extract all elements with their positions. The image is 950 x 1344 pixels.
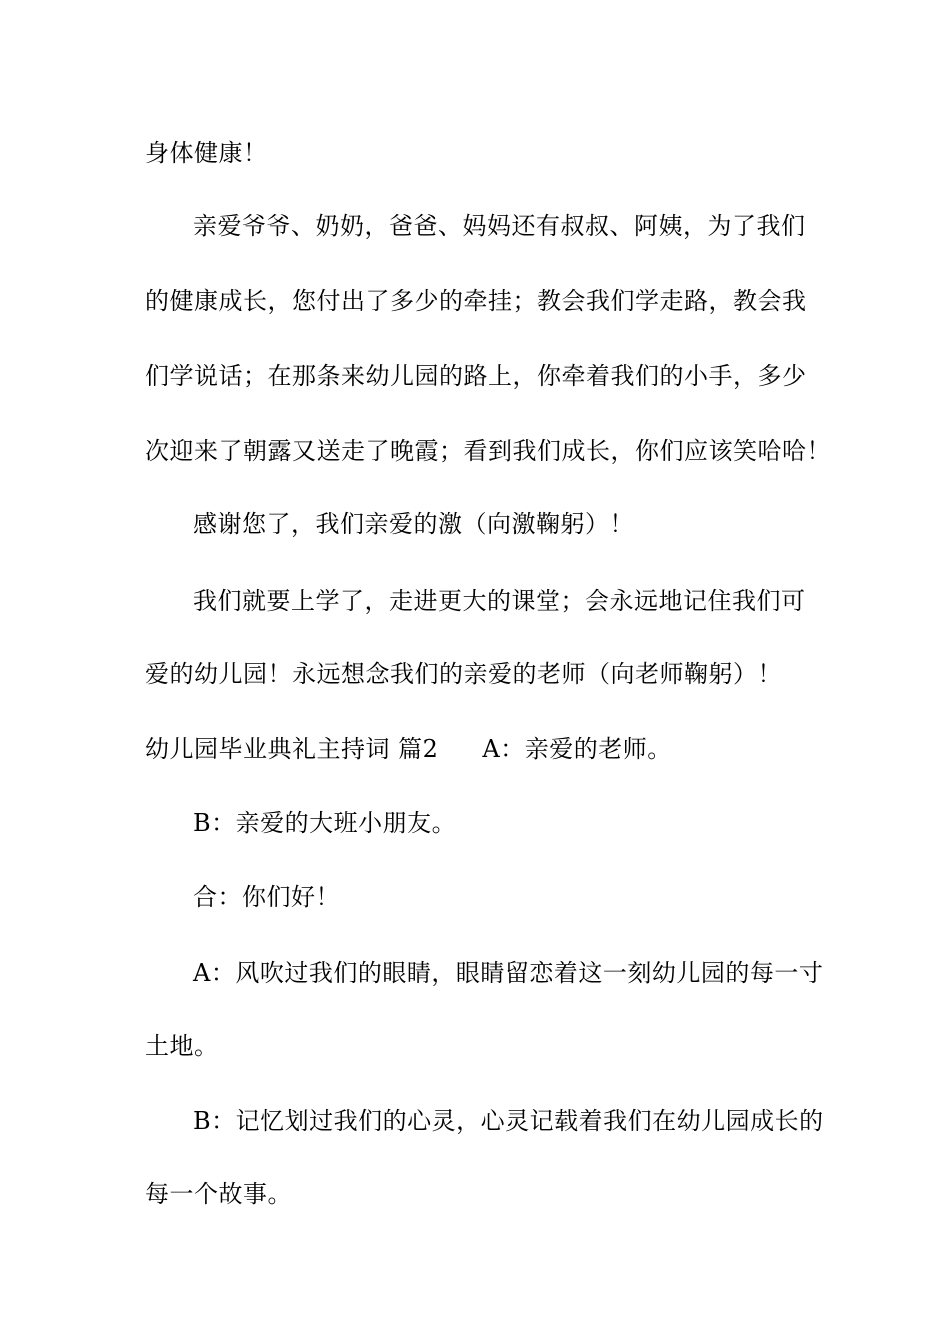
text-line: 的健康成长，您付出了多少的牵挂；教会我们学走路，教会我	[145, 287, 807, 315]
text-line: 身体健康！	[145, 139, 268, 167]
text-line: 每一个故事。	[145, 1180, 292, 1208]
text-line: 亲爱爷爷、奶奶，爸爸、妈妈还有叔叔、阿姨，为了我们	[193, 212, 806, 240]
text-line: 爱的幼儿园！永远想念我们的亲爱的老师（向老师鞠躬）！	[145, 660, 782, 688]
text-line: 次迎来了朝露又送走了晚霞；看到我们成长，你们应该笑哈哈！	[145, 437, 831, 465]
text-line: B：记忆划过我们的心灵，心灵记载着我们在幼儿园成长的	[193, 1107, 824, 1135]
text-line: 感谢您了，我们亲爱的激（向激鞠躬）！	[193, 510, 634, 538]
section-heading: 幼儿园毕业典礼主持词 篇2	[145, 735, 439, 763]
text-line: 土地。	[145, 1032, 219, 1060]
section-heading-line	[145, 734, 672, 764]
dialogue-text: A：亲爱的老师。	[482, 735, 672, 763]
text-line: 合：你们好！	[193, 883, 340, 911]
text-line: B：亲爱的大班小朋友。	[193, 809, 457, 837]
text-line: A：风吹过我们的眼睛，眼睛留恋着这一刻幼儿园的每一寸	[193, 959, 824, 987]
text-line: 我们就要上学了，走进更大的课堂；会永远地记住我们可	[193, 587, 806, 615]
text-line: 们学说话；在那条来幼儿园的路上，你牵着我们的小手，多少	[145, 362, 807, 390]
